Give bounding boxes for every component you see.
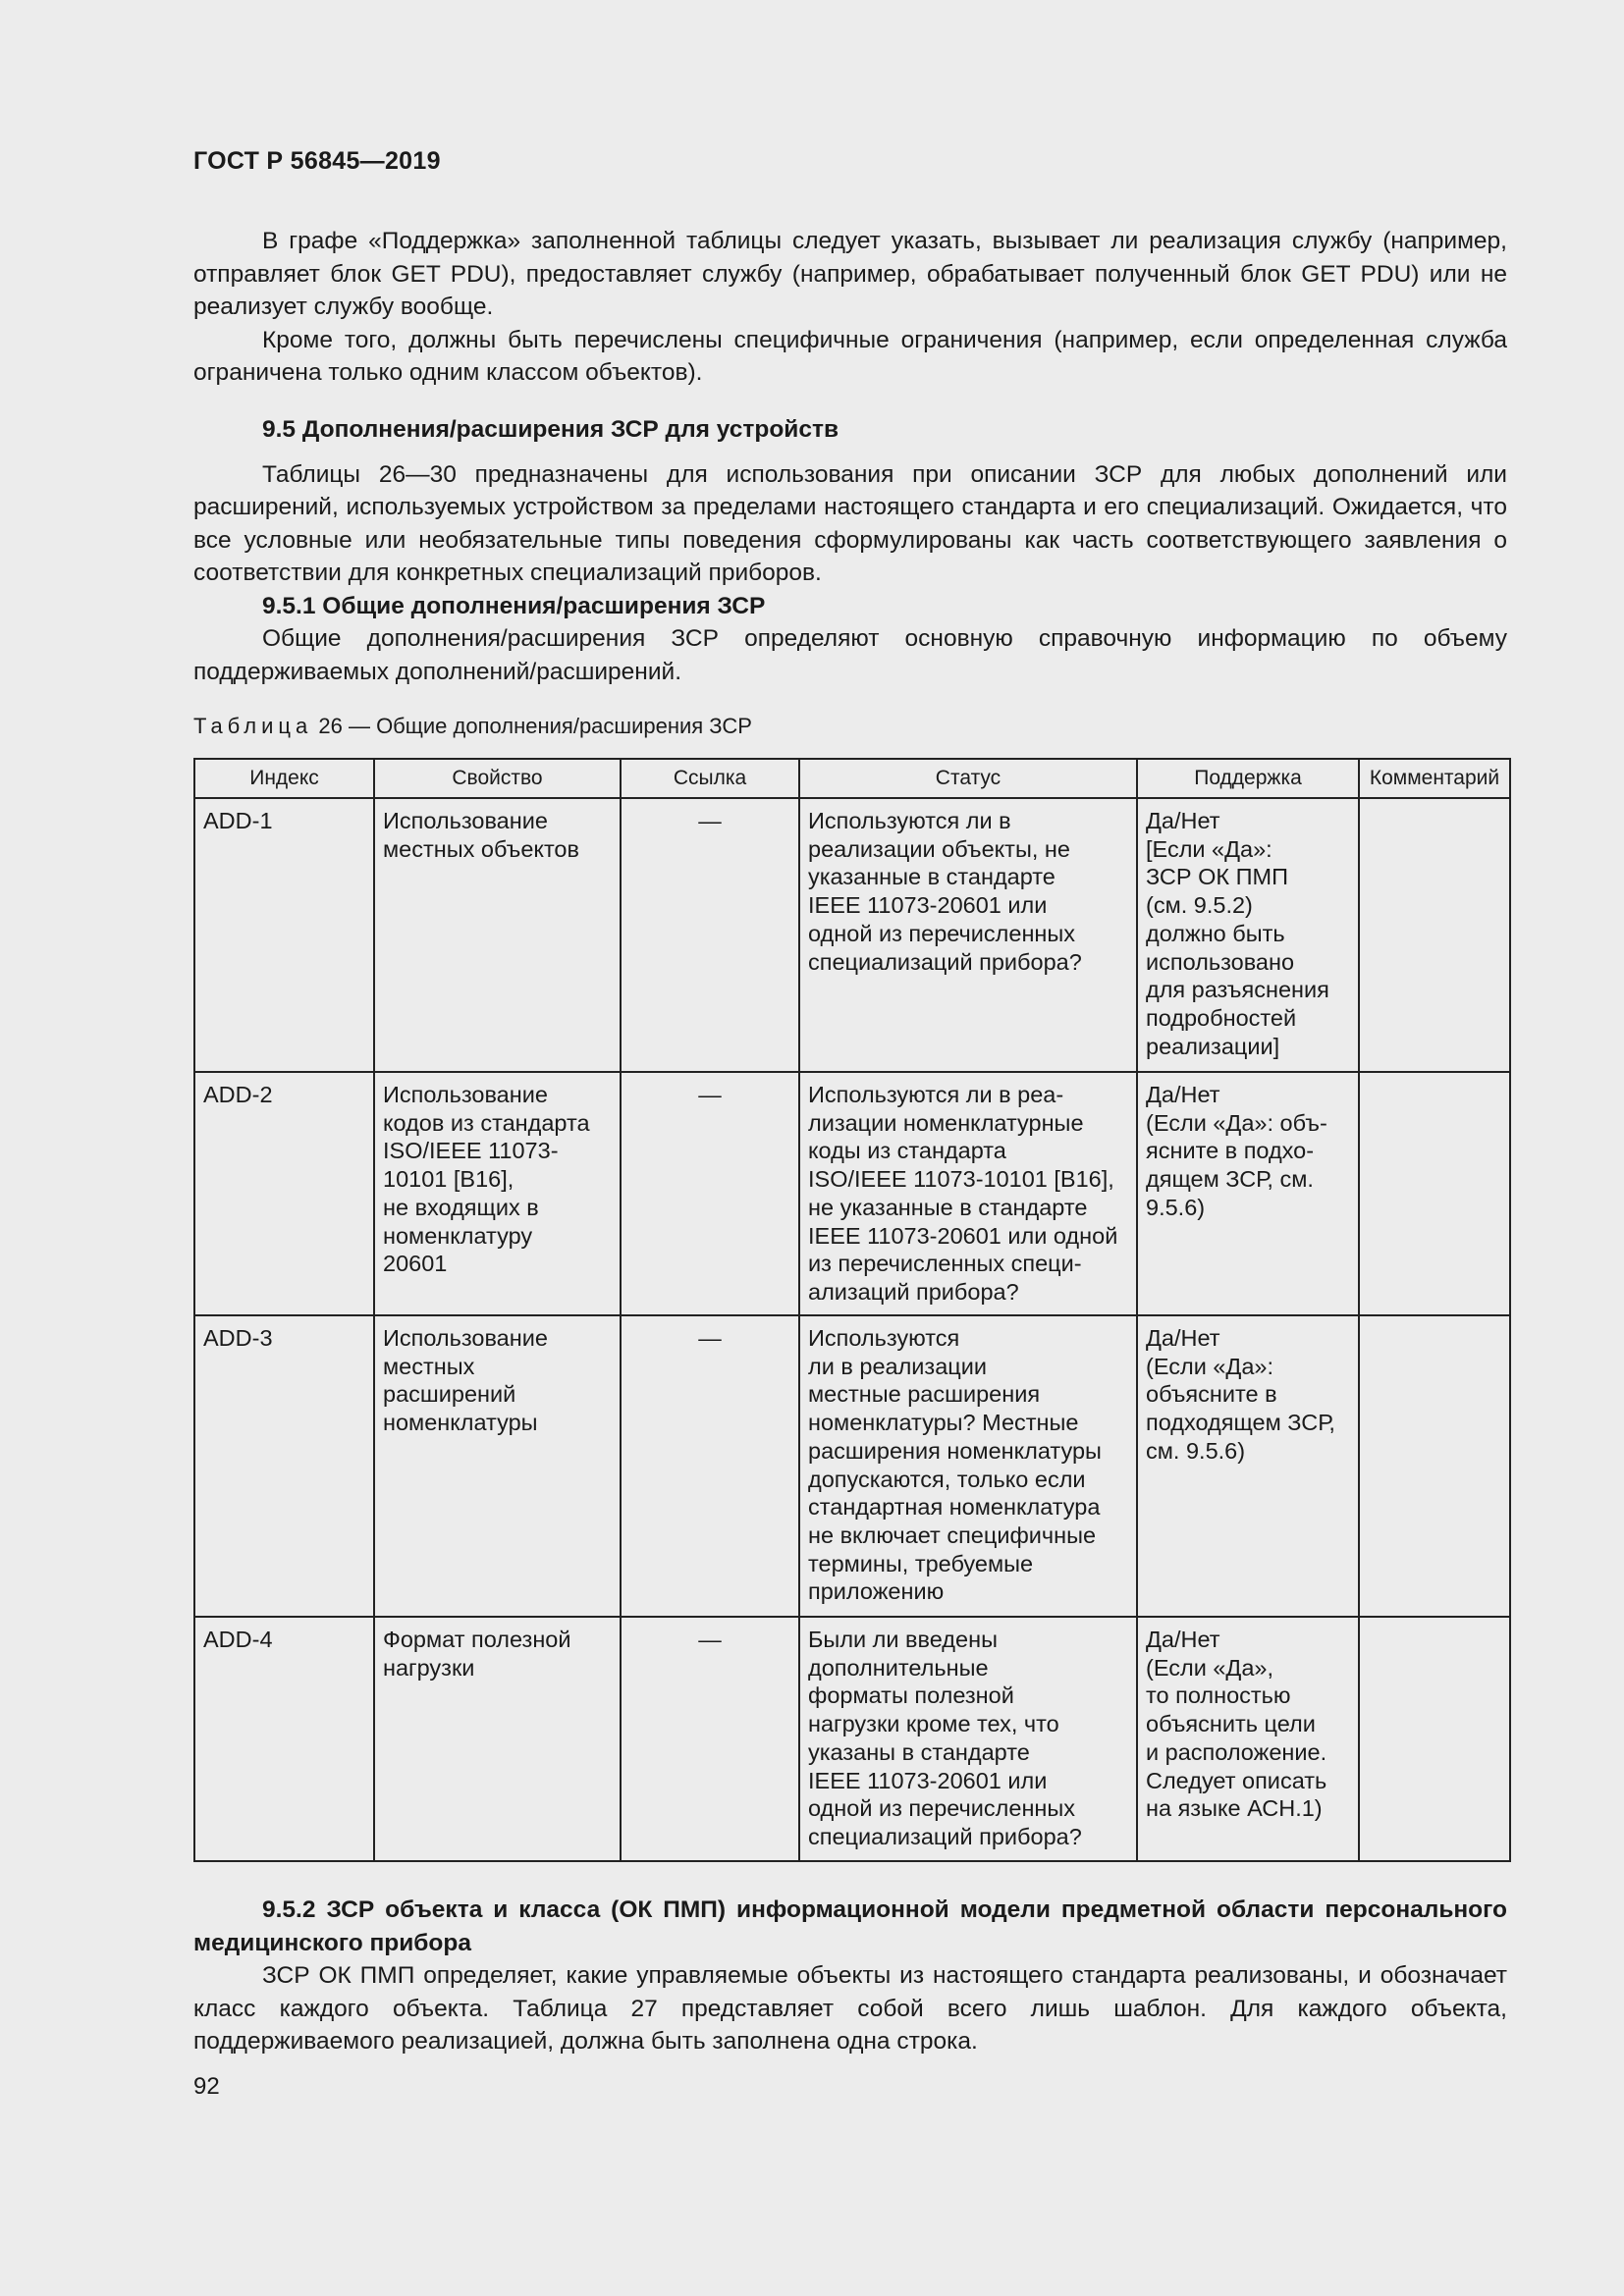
intro-paragraph-2: Кроме того, должны быть перечислены специфичные ограничения (например, если определенная служба ограничена только одним классом объектов). — [193, 326, 1507, 386]
table-row — [194, 798, 1510, 1072]
table-header-row — [194, 759, 1510, 798]
section-9-5-2-block — [193, 1894, 1507, 2058]
header-support: Поддержка — [1137, 759, 1359, 798]
page-number: 92 — [193, 2073, 220, 2100]
cell-ref: — — [621, 798, 799, 1072]
table-caption-title: 26 — Общие дополнения/расширения ЗСР — [312, 714, 752, 738]
cell-ref: — — [621, 1617, 799, 1861]
section-9-5-1-paragraph: Общие дополнения/расширения ЗСР определяют основную справочную информацию по объему поддерживаемых дополнений/расширений. — [193, 625, 1507, 685]
cell-ref: — — [621, 1315, 799, 1617]
header-property: Свойство — [374, 759, 621, 798]
cell-property: Использование местных расширений номенклатуры — [374, 1315, 621, 1617]
intro-block — [193, 225, 1507, 390]
cell-support: Да/Нет (Если «Да»: объ- ясните в подхо- дящем ЗСР, см. 9.5.6) — [1137, 1072, 1359, 1315]
cell-comment — [1359, 798, 1510, 1072]
standard-code: ГОСТ Р 56845—2019 — [193, 147, 441, 175]
cell-status: Используются ли в реализации объекты, не указанные в стандарте IEEE 11073-20601 или одной из перечисленных специализаций прибора? — [799, 798, 1137, 1072]
section-9-5-block — [193, 413, 1507, 688]
conformance-table — [193, 758, 1511, 1862]
table-row — [194, 1072, 1510, 1315]
section-9-5-2-paragraph: ЗСР ОК ПМП определяет, какие управляемые объекты из настоящего стандарта реализованы, и обозначает класс каждого объекта. Таблица 27 представляет собой всего лишь шаблон. Для каждого объекта, поддерживаемого реализацией, должна быть заполнена одна строка. — [193, 1962, 1507, 2055]
cell-status: Используются ли в реа- лизации номенклатурные коды из стандарта ISO/IEEE 11073-10101 [B16], не указанные в стандарте IEEE 11073-20601 или одной из перечисленных специ- ализаций прибора? — [799, 1072, 1137, 1315]
cell-ref: — — [621, 1072, 799, 1315]
table-caption — [193, 713, 752, 740]
intro-paragraph-1: В графе «Поддержка» заполненной таблицы следует указать, вызывает ли реализация службу (например, отправляет блок GET PDU), предоставляет службу (например, обрабатывает полученный блок GET PDU) или не реализует службу вообще. — [193, 228, 1507, 320]
section-9-5-heading: 9.5 Дополнения/расширения ЗСР для устройств — [262, 416, 839, 443]
header-ref: Ссылка — [621, 759, 799, 798]
section-9-5-2-heading: 9.5.2 ЗСР объекта и класса (ОК ПМП) информационной модели предметной области персонального медицинского прибора — [193, 1896, 1507, 1956]
header-index: Индекс — [194, 759, 374, 798]
cell-support: Да/Нет (Если «Да»: объясните в подходящем ЗСР, см. 9.5.6) — [1137, 1315, 1359, 1617]
section-9-5-1-heading: 9.5.1 Общие дополнения/расширения ЗСР — [262, 592, 766, 619]
cell-index: ADD-4 — [194, 1617, 374, 1861]
cell-status: Были ли введены дополнительные форматы полезной нагрузки кроме тех, что указаны в стандарте IEEE 11073-20601 или одной из перечисленных специализаций прибора? — [799, 1617, 1137, 1861]
cell-property: Использование кодов из стандарта ISO/IEEE 11073- 10101 [B16], не входящих в номенклатуру 20601 — [374, 1072, 621, 1315]
table-caption-label: Таблица — [193, 714, 313, 738]
cell-comment — [1359, 1072, 1510, 1315]
cell-comment — [1359, 1315, 1510, 1617]
section-9-5-paragraph: Таблицы 26—30 предназначены для использования при описании ЗСР для любых дополнений или расширений, используемых устройством за пределами настоящего стандарта и его специализаций. Ожидается, что все условные или необязательные типы поведения сформулированы как часть соответствующего заявления о соответствии для конкретных специализаций приборов. — [193, 460, 1507, 586]
header-status: Статус — [799, 759, 1137, 798]
cell-status: Используются ли в реализации местные расширения номенклатуры? Местные расширения номенклатуры допускаются, только если стандартная номенклатура не включает специфичные термины, требуемые приложению — [799, 1315, 1137, 1617]
cell-index: ADD-2 — [194, 1072, 374, 1315]
cell-property: Использование местных объектов — [374, 798, 621, 1072]
table-row — [194, 1617, 1510, 1861]
header-comment: Комментарий — [1359, 759, 1510, 798]
table-row — [194, 1315, 1510, 1617]
cell-comment — [1359, 1617, 1510, 1861]
cell-support: Да/Нет [Если «Да»: ЗСР ОК ПМП (см. 9.5.2) должно быть использовано для разъяснения подробностей реализации] — [1137, 798, 1359, 1072]
cell-support: Да/Нет (Если «Да», то полностью объяснить цели и расположение. Следует описать на языке АСН.1) — [1137, 1617, 1359, 1861]
cell-index: ADD-1 — [194, 798, 374, 1072]
cell-property: Формат полезной нагрузки — [374, 1617, 621, 1861]
cell-index: ADD-3 — [194, 1315, 374, 1617]
